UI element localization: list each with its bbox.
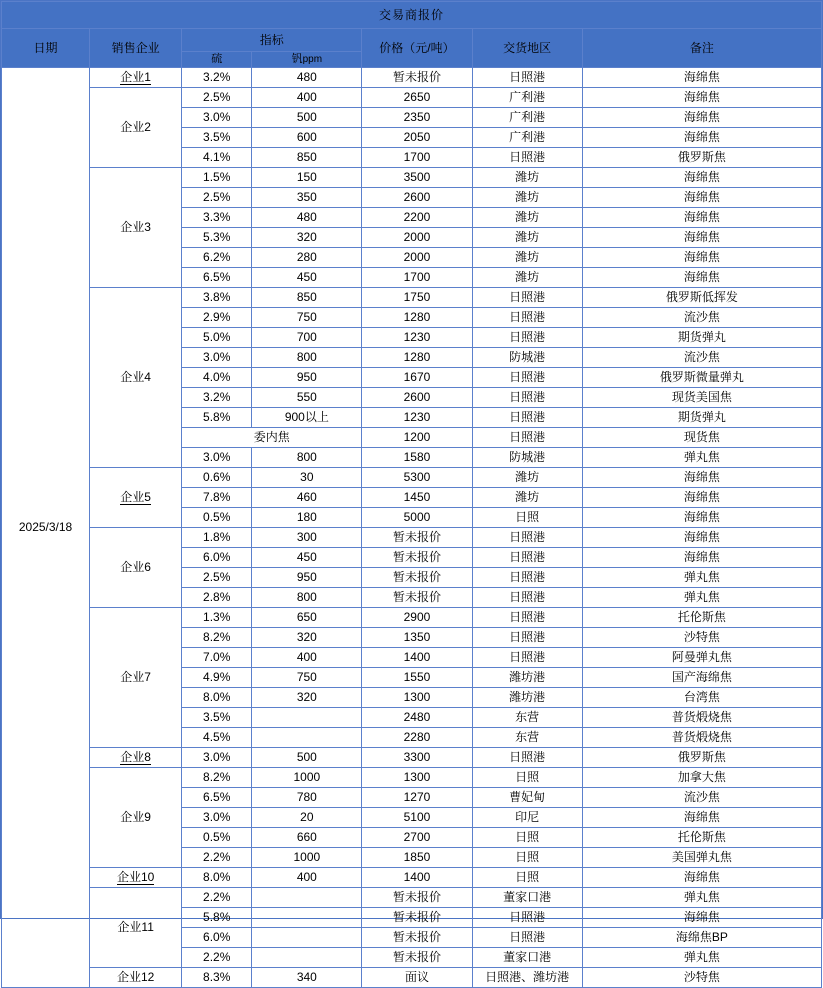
sulfur-value: 2.9% [182, 308, 252, 328]
sulfur-value: 3.0% [182, 348, 252, 368]
remark-value: 海绵焦 [582, 168, 821, 188]
header-sulfur: 硫 [182, 52, 252, 68]
region-value: 日照港 [472, 428, 582, 448]
region-value: 日照港 [472, 648, 582, 668]
sulfur-value: 6.2% [182, 248, 252, 268]
sulfur-value: 3.5% [182, 128, 252, 148]
region-value: 东营 [472, 708, 582, 728]
vanadium-value: 150 [252, 168, 362, 188]
vanadium-value: 700 [252, 328, 362, 348]
remark-value: 海绵焦 [582, 128, 821, 148]
region-value: 日照港 [472, 588, 582, 608]
price-value: 面议 [362, 968, 472, 988]
seller-cell [90, 168, 182, 288]
vanadium-value: 400 [252, 88, 362, 108]
region-value: 潍坊 [472, 208, 582, 228]
sulfur-value: 6.5% [182, 268, 252, 288]
sulfur-value: 8.0% [182, 868, 252, 888]
header-remark: 备注 [582, 29, 821, 68]
vanadium-value [252, 708, 362, 728]
region-value: 潍坊 [472, 468, 582, 488]
seller-label: 企业5 [120, 490, 151, 505]
seller-cell [90, 288, 182, 468]
vanadium-value: 800 [252, 588, 362, 608]
vanadium-value [252, 888, 362, 908]
price-value: 2900 [362, 608, 472, 628]
vanadium-value: 280 [252, 248, 362, 268]
vanadium-value: 950 [252, 568, 362, 588]
sulfur-value: 7.0% [182, 648, 252, 668]
sulfur-value: 8.2% [182, 768, 252, 788]
remark-value: 海绵焦 [582, 548, 821, 568]
sulfur-value: 1.8% [182, 528, 252, 548]
vanadium-value: 460 [252, 488, 362, 508]
price-value: 1300 [362, 688, 472, 708]
region-value: 日照 [472, 768, 582, 788]
price-value: 暂未报价 [362, 588, 472, 608]
table-row [2, 768, 822, 788]
seller-label: 企业7 [120, 670, 151, 685]
region-value: 日照港 [472, 548, 582, 568]
seller-label: 企业10 [116, 870, 155, 885]
price-value: 暂未报价 [362, 928, 472, 948]
region-value: 日照港 [472, 408, 582, 428]
vanadium-value: 1000 [252, 848, 362, 868]
remark-value: 俄罗斯微量弹丸 [582, 368, 821, 388]
remark-value: 普货煅烧焦 [582, 708, 821, 728]
remark-value: 弹丸焦 [582, 948, 821, 968]
sulfur-value: 3.5% [182, 708, 252, 728]
price-value: 1670 [362, 368, 472, 388]
table-row [2, 468, 822, 488]
vanadium-value: 800 [252, 448, 362, 468]
remark-value: 海绵焦 [582, 88, 821, 108]
sulfur-value: 3.0% [182, 748, 252, 768]
sulfur-value: 4.9% [182, 668, 252, 688]
remark-value: 海绵焦 [582, 108, 821, 128]
vanadium-value: 850 [252, 148, 362, 168]
header-price: 价格（元/吨） [362, 29, 472, 68]
price-value: 2200 [362, 208, 472, 228]
price-value: 1850 [362, 848, 472, 868]
table-row [2, 608, 822, 628]
price-value: 1300 [362, 768, 472, 788]
remark-value: 俄罗斯焦 [582, 148, 821, 168]
sulfur-value: 2.2% [182, 848, 252, 868]
remark-value: 美国弹丸焦 [582, 848, 821, 868]
price-value: 5100 [362, 808, 472, 828]
price-value: 2480 [362, 708, 472, 728]
table-row [2, 888, 822, 908]
quote-table [1, 1, 822, 988]
sulfur-value: 2.8% [182, 588, 252, 608]
price-value: 2350 [362, 108, 472, 128]
remark-value: 海绵焦 [582, 808, 821, 828]
region-value: 潍坊 [472, 168, 582, 188]
region-value: 潍坊 [472, 268, 582, 288]
seller-cell [90, 88, 182, 168]
remark-value: 海绵焦 [582, 908, 821, 928]
price-value: 2600 [362, 388, 472, 408]
seller-label: 企业1 [120, 70, 151, 85]
remark-value: 阿曼弹丸焦 [582, 648, 821, 668]
sulfur-value: 5.8% [182, 408, 252, 428]
sulfur-value: 3.0% [182, 448, 252, 468]
vanadium-value: 400 [252, 868, 362, 888]
price-value: 3500 [362, 168, 472, 188]
seller-label: 企业4 [120, 370, 151, 385]
sulfur-value: 4.5% [182, 728, 252, 748]
region-value: 日照 [472, 868, 582, 888]
sulfur-value: 5.3% [182, 228, 252, 248]
vanadium-value: 950 [252, 368, 362, 388]
price-value: 1700 [362, 148, 472, 168]
vanadium-value: 780 [252, 788, 362, 808]
vanadium-value [252, 928, 362, 948]
header-indicator: 指标 [182, 29, 362, 52]
vanadium-value: 750 [252, 668, 362, 688]
table-row [2, 528, 822, 548]
vanadium-value: 650 [252, 608, 362, 628]
sulfur-value: 3.2% [182, 388, 252, 408]
table-row [2, 68, 822, 88]
region-value: 日照港 [472, 388, 582, 408]
seller-cell [90, 608, 182, 748]
region-value: 潍坊港 [472, 668, 582, 688]
seller-label: 企业2 [120, 120, 151, 135]
region-value: 日照港、潍坊港 [472, 968, 582, 988]
price-value: 1270 [362, 788, 472, 808]
vanadium-value: 750 [252, 308, 362, 328]
price-value: 3300 [362, 748, 472, 768]
price-value: 1580 [362, 448, 472, 468]
seller-label: 企业11 [117, 920, 154, 935]
remark-value: 弹丸焦 [582, 568, 821, 588]
vanadium-value: 660 [252, 828, 362, 848]
remark-value: 海绵焦 [582, 528, 821, 548]
vanadium-value: 500 [252, 108, 362, 128]
sulfur-value: 0.5% [182, 828, 252, 848]
price-value: 暂未报价 [362, 568, 472, 588]
price-value: 1700 [362, 268, 472, 288]
price-value: 暂未报价 [362, 908, 472, 928]
seller-cell [90, 468, 182, 528]
seller-cell [90, 768, 182, 868]
price-value: 1280 [362, 308, 472, 328]
sulfur-value: 5.0% [182, 328, 252, 348]
table-row [2, 748, 822, 768]
remark-value: 托伦斯焦 [582, 608, 821, 628]
seller-cell [90, 528, 182, 608]
sulfur-value: 0.5% [182, 508, 252, 528]
remark-value: 海绵焦 [582, 508, 821, 528]
indicator-merged: 委内焦 [182, 428, 362, 448]
vanadium-value: 480 [252, 208, 362, 228]
sulfur-value: 1.5% [182, 168, 252, 188]
remark-value: 海绵焦BP [582, 928, 821, 948]
vanadium-value: 180 [252, 508, 362, 528]
seller-cell [90, 968, 182, 988]
price-value: 1230 [362, 408, 472, 428]
price-value: 暂未报价 [362, 888, 472, 908]
remark-value: 台湾焦 [582, 688, 821, 708]
sulfur-value: 6.0% [182, 548, 252, 568]
region-value: 日照港 [472, 148, 582, 168]
remark-value: 俄罗斯焦 [582, 748, 821, 768]
seller-label: 企业8 [120, 750, 151, 765]
vanadium-value [252, 908, 362, 928]
vanadium-value: 320 [252, 628, 362, 648]
table-header-row [2, 29, 822, 52]
remark-value: 流沙焦 [582, 308, 821, 328]
region-value: 潍坊港 [472, 688, 582, 708]
remark-value: 国产海绵焦 [582, 668, 821, 688]
vanadium-value: 400 [252, 648, 362, 668]
price-value: 1230 [362, 328, 472, 348]
region-value: 日照港 [472, 308, 582, 328]
table-row [2, 868, 822, 888]
seller-cell [90, 868, 182, 888]
region-value: 印尼 [472, 808, 582, 828]
price-value: 5300 [362, 468, 472, 488]
region-value: 日照 [472, 848, 582, 868]
vanadium-value: 450 [252, 268, 362, 288]
remark-value: 流沙焦 [582, 788, 821, 808]
sulfur-value: 5.8% [182, 908, 252, 928]
remark-value: 流沙焦 [582, 348, 821, 368]
sheet-title: 交易商报价 [2, 2, 822, 29]
remark-value: 期货弹丸 [582, 408, 821, 428]
region-value: 日照港 [472, 328, 582, 348]
region-value: 董家口港 [472, 888, 582, 908]
seller-label: 企业12 [116, 970, 155, 985]
vanadium-value: 850 [252, 288, 362, 308]
seller-label: 企业6 [120, 560, 151, 575]
region-value: 日照港 [472, 748, 582, 768]
vanadium-value: 340 [252, 968, 362, 988]
remark-value: 现货美国焦 [582, 388, 821, 408]
price-value: 2000 [362, 228, 472, 248]
vanadium-value: 500 [252, 748, 362, 768]
vanadium-value [252, 728, 362, 748]
vanadium-value: 20 [252, 808, 362, 828]
vanadium-value: 300 [252, 528, 362, 548]
vanadium-value: 900以上 [252, 408, 362, 428]
price-value: 1450 [362, 488, 472, 508]
region-value: 日照港 [472, 928, 582, 948]
remark-value: 现货焦 [582, 428, 821, 448]
region-value: 广利港 [472, 128, 582, 148]
region-value: 日照港 [472, 628, 582, 648]
sulfur-value: 1.3% [182, 608, 252, 628]
remark-value: 俄罗斯低挥发 [582, 288, 821, 308]
remark-value: 加拿大焦 [582, 768, 821, 788]
vanadium-value: 320 [252, 228, 362, 248]
header-vanadium-unit: ppm [302, 53, 323, 65]
sulfur-value: 6.0% [182, 928, 252, 948]
seller-cell [90, 748, 182, 768]
sulfur-value: 3.2% [182, 68, 252, 88]
remark-value: 海绵焦 [582, 248, 821, 268]
vanadium-value [252, 948, 362, 968]
sulfur-value: 4.1% [182, 148, 252, 168]
sulfur-value: 0.6% [182, 468, 252, 488]
price-value: 2650 [362, 88, 472, 108]
sulfur-value: 2.5% [182, 88, 252, 108]
region-value: 日照港 [472, 568, 582, 588]
region-value: 防城港 [472, 348, 582, 368]
region-value: 日照 [472, 508, 582, 528]
sulfur-value: 3.3% [182, 208, 252, 228]
price-value: 2050 [362, 128, 472, 148]
sulfur-value: 4.0% [182, 368, 252, 388]
sulfur-value: 3.0% [182, 808, 252, 828]
region-value: 日照港 [472, 528, 582, 548]
region-value: 防城港 [472, 448, 582, 468]
remark-value: 弹丸焦 [582, 588, 821, 608]
header-date: 日期 [2, 29, 90, 68]
sulfur-value: 6.5% [182, 788, 252, 808]
region-value: 董家口港 [472, 948, 582, 968]
price-value: 5000 [362, 508, 472, 528]
table-row [2, 168, 822, 188]
region-value: 潍坊 [472, 248, 582, 268]
remark-value: 海绵焦 [582, 188, 821, 208]
vanadium-value: 600 [252, 128, 362, 148]
region-value: 日照港 [472, 288, 582, 308]
remark-value: 沙特焦 [582, 968, 821, 988]
header-vanadium-label: 钒 [291, 52, 303, 65]
sulfur-value: 3.8% [182, 288, 252, 308]
sulfur-value: 2.5% [182, 568, 252, 588]
price-value: 1550 [362, 668, 472, 688]
seller-cell [90, 68, 182, 88]
price-value: 2600 [362, 188, 472, 208]
price-value: 暂未报价 [362, 948, 472, 968]
region-value: 潍坊 [472, 488, 582, 508]
seller-cell [90, 888, 182, 968]
region-value: 日照 [472, 828, 582, 848]
header-seller: 销售企业 [90, 29, 182, 68]
sulfur-value: 8.3% [182, 968, 252, 988]
region-value: 潍坊 [472, 188, 582, 208]
region-value: 潍坊 [472, 228, 582, 248]
price-value: 暂未报价 [362, 528, 472, 548]
region-value: 日照港 [472, 68, 582, 88]
remark-value: 弹丸焦 [582, 448, 821, 468]
remark-value: 期货弹丸 [582, 328, 821, 348]
remark-value: 海绵焦 [582, 868, 821, 888]
region-value: 曹妃甸 [472, 788, 582, 808]
vanadium-value: 550 [252, 388, 362, 408]
price-value: 1400 [362, 868, 472, 888]
header-region: 交货地区 [472, 29, 582, 68]
header-vanadium [252, 52, 362, 68]
region-value: 日照港 [472, 608, 582, 628]
remark-value: 海绵焦 [582, 268, 821, 288]
region-value: 日照港 [472, 368, 582, 388]
vanadium-value: 350 [252, 188, 362, 208]
date-value: 2025/3/18 [2, 68, 90, 988]
remark-value: 托伦斯焦 [582, 828, 821, 848]
region-value: 日照港 [472, 908, 582, 928]
remark-value: 海绵焦 [582, 68, 821, 88]
seller-label: 企业3 [120, 220, 151, 235]
sheet-title-row [2, 2, 822, 29]
vanadium-value: 480 [252, 68, 362, 88]
region-value: 广利港 [472, 108, 582, 128]
seller-label: 企业9 [120, 810, 151, 825]
price-value: 1350 [362, 628, 472, 648]
price-value: 2280 [362, 728, 472, 748]
price-value: 1200 [362, 428, 472, 448]
sulfur-value: 2.2% [182, 948, 252, 968]
remark-value: 海绵焦 [582, 468, 821, 488]
remark-value: 普货煅烧焦 [582, 728, 821, 748]
price-value: 1280 [362, 348, 472, 368]
remark-value: 海绵焦 [582, 488, 821, 508]
remark-value: 海绵焦 [582, 208, 821, 228]
remark-value: 弹丸焦 [582, 888, 821, 908]
price-value: 1750 [362, 288, 472, 308]
vanadium-value: 30 [252, 468, 362, 488]
remark-value: 沙特焦 [582, 628, 821, 648]
price-value: 2700 [362, 828, 472, 848]
sulfur-value: 2.5% [182, 188, 252, 208]
price-value: 2000 [362, 248, 472, 268]
region-value: 广利港 [472, 88, 582, 108]
price-value: 1400 [362, 648, 472, 668]
table-row [2, 288, 822, 308]
price-value: 暂未报价 [362, 548, 472, 568]
vanadium-value: 800 [252, 348, 362, 368]
sulfur-value: 8.2% [182, 628, 252, 648]
sulfur-value: 3.0% [182, 108, 252, 128]
table-row [2, 968, 822, 988]
vanadium-value: 320 [252, 688, 362, 708]
remark-value: 海绵焦 [582, 228, 821, 248]
price-value: 暂未报价 [362, 68, 472, 88]
region-value: 东营 [472, 728, 582, 748]
table-row [2, 88, 822, 108]
sulfur-value: 7.8% [182, 488, 252, 508]
vanadium-value: 450 [252, 548, 362, 568]
vanadium-value: 1000 [252, 768, 362, 788]
sulfur-value: 2.2% [182, 888, 252, 908]
sulfur-value: 8.0% [182, 688, 252, 708]
